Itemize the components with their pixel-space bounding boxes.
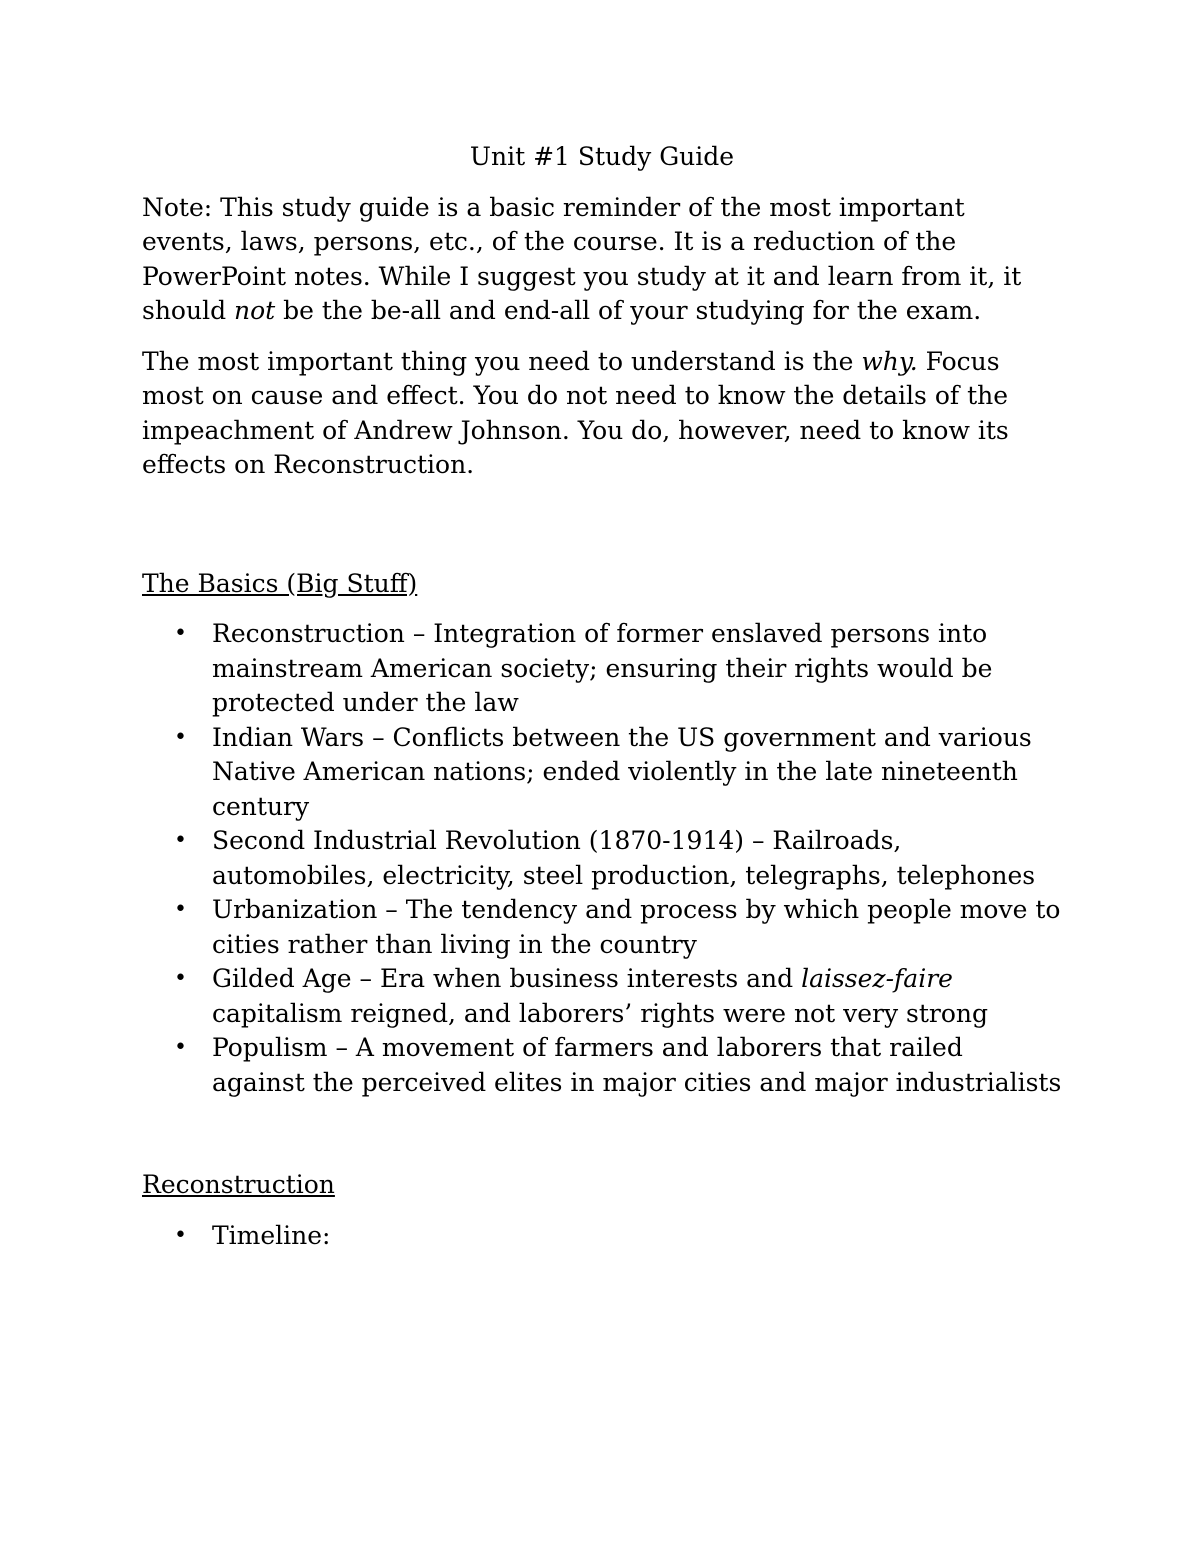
bullet-icon: • <box>174 897 187 922</box>
list-item-text: Populism – A movement of farmers and laborers that railed against the perceived elites in major cities and major industrialists <box>212 1033 1062 1097</box>
why-emphasis: why. <box>861 346 918 376</box>
list-item-text: Timeline: <box>212 1220 331 1250</box>
page-title: Unit #1 Study Guide <box>469 142 735 171</box>
why-paragraph <box>142 345 1062 483</box>
list-item-text-end: capitalism reigned, and laborers’ rights were not very strong <box>212 998 989 1028</box>
note-text-start: Note: This study guide is a basic reminder of the most important events, laws, persons, etc., of the course. It is a reduction of the PowerPoint notes. While I suggest you study at it and learn from it, it should <box>142 192 1022 325</box>
section-spacer <box>142 499 1062 567</box>
list-item-text: Second Industrial Revolution (1870-1914) – Railroads, automobiles, electricity, steel production, telegraphs, telephones <box>212 826 1036 890</box>
bullet-icon: • <box>174 828 187 853</box>
list-item <box>142 893 1062 962</box>
section-heading-basics: The Basics (Big Stuff) <box>142 568 418 598</box>
bullet-icon: • <box>174 966 187 991</box>
bullet-icon: • <box>174 724 187 750</box>
list-item-text-start: Gilded Age – Era when business interests and <box>212 964 802 993</box>
list-item-text: Indian Wars – Conflicts between the US government and various Native American nations; ended violently in the late nineteenth century <box>212 722 1032 821</box>
note-paragraph <box>142 191 1062 329</box>
list-item <box>142 1031 1062 1100</box>
list-item-text: Reconstruction – Integration of former enslaved persons into mainstream American society; ensuring their rights would be protected under the law <box>212 619 993 717</box>
why-text-start: The most important thing you need to understand is the <box>142 346 862 376</box>
list-item <box>142 1219 1062 1254</box>
basics-list <box>142 617 1062 1100</box>
list-item <box>142 962 1062 1031</box>
note-text-end: be the be-all and end-all of your studying for the exam. <box>275 296 982 325</box>
list-item-emphasis: laissez-faire <box>801 964 953 993</box>
why-text-end: Focus most on cause and effect. You do not need to know the details of the impeachment of Andrew Johnson. You do, however, need to know its effects on Reconstruction. <box>142 346 1009 479</box>
section-spacer <box>142 1100 1062 1168</box>
section-heading-reconstruction: Reconstruction <box>142 1170 335 1199</box>
reconstruction-list <box>142 1219 1062 1254</box>
document-page <box>142 140 1062 1253</box>
bullet-icon: • <box>174 1035 187 1060</box>
list-item <box>142 721 1062 825</box>
list-item-text: Urbanization – The tendency and process by which people move to cities rather than living in the country <box>212 895 1061 959</box>
note-emphasis: not <box>234 296 276 325</box>
list-item <box>142 824 1062 893</box>
bullet-icon: • <box>174 621 187 646</box>
bullet-icon: • <box>174 1222 187 1248</box>
list-item <box>142 617 1062 721</box>
